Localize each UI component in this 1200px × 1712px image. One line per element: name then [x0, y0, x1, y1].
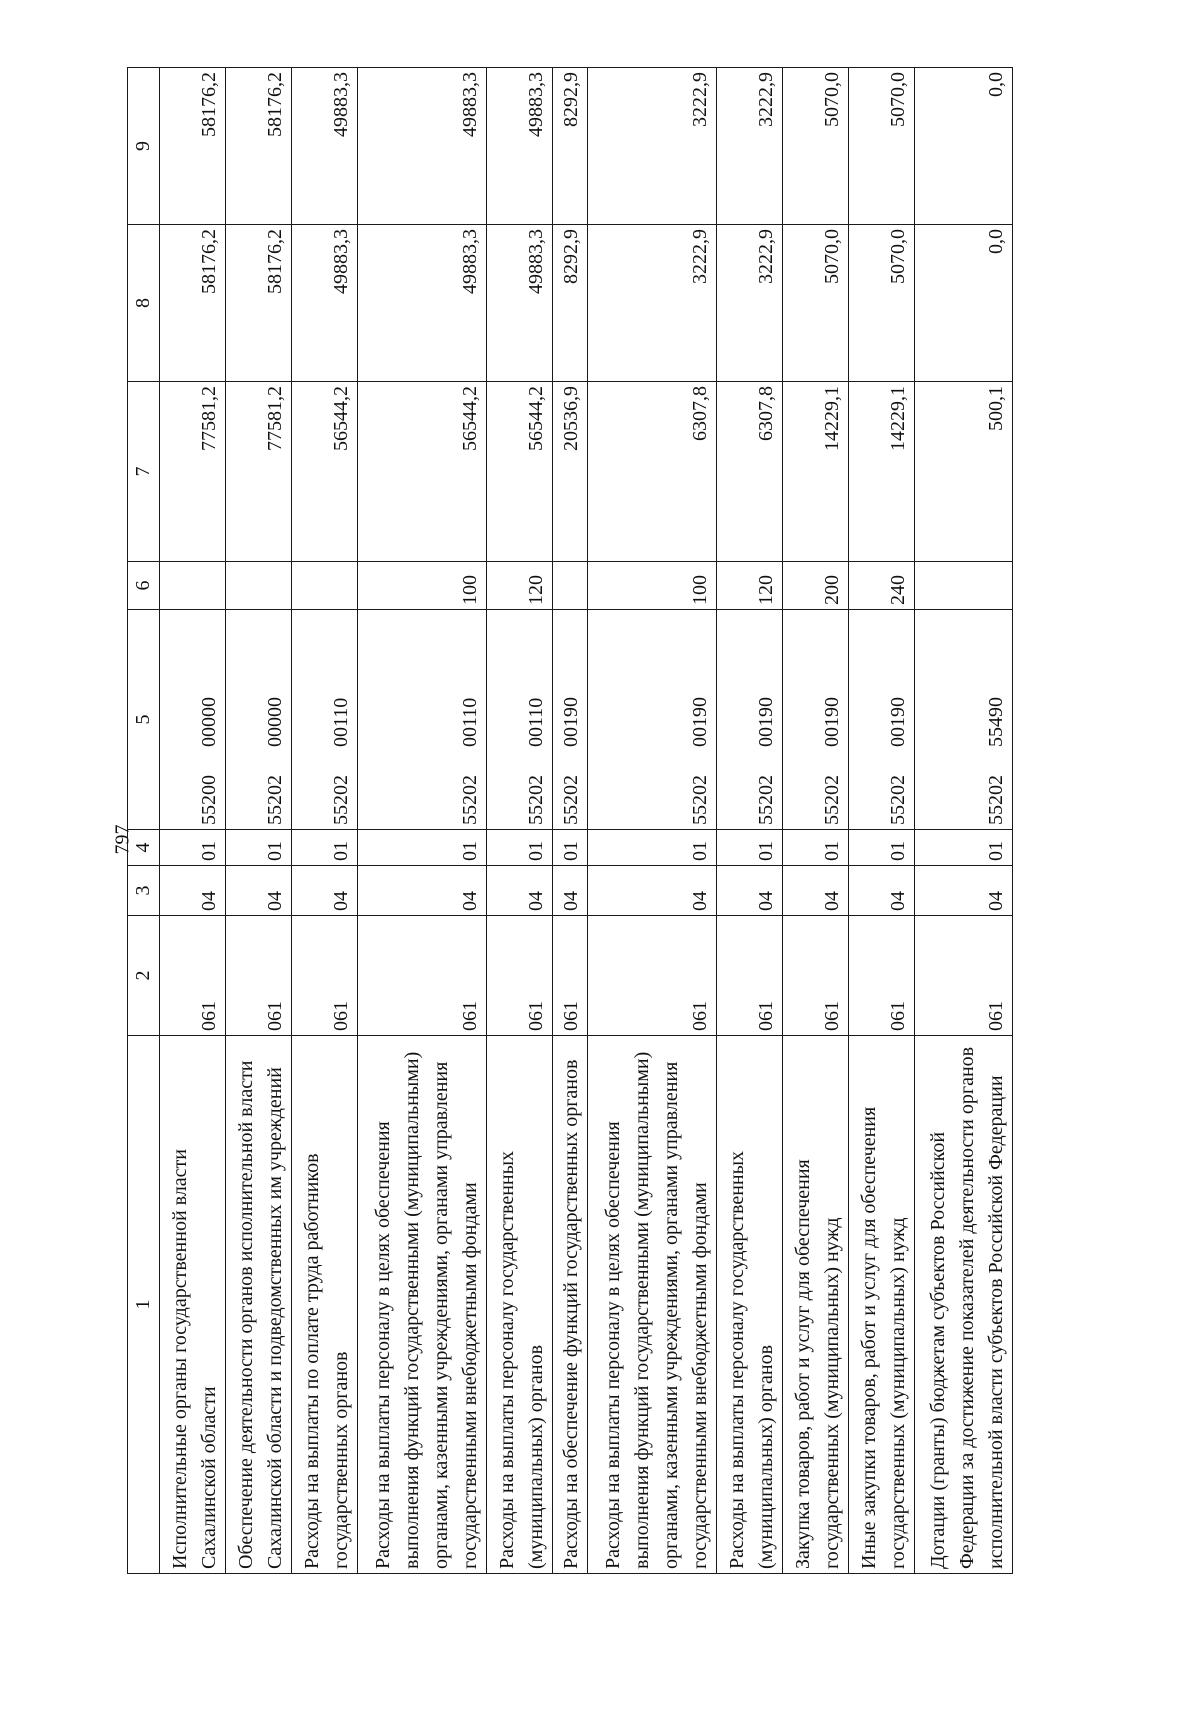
- row-name: Расходы на обеспечение функций государственных органов: [553, 1036, 588, 1574]
- cell-col4: 01: [487, 830, 553, 866]
- cell-col8: 58176,2: [160, 225, 226, 382]
- cell-col5-part-a: 55202: [887, 775, 910, 825]
- cell-col6: 100: [588, 562, 717, 610]
- cell-col6: [292, 562, 358, 610]
- cell-col7: 77581,2: [160, 382, 226, 562]
- page-number: 797: [111, 824, 134, 855]
- row-name: Расходы на выплаты по оплате труда работников государственных органов: [292, 1036, 358, 1574]
- row-name: Обеспечение деятельности органов исполнительной власти Сахалинской области и подведомственных им учреждений: [226, 1036, 292, 1574]
- cell-col9: 3222,9: [717, 68, 783, 225]
- row-name: Иные закупки товаров, работ и услуг для обеспечения государственных (муниципальных) нужд: [849, 1036, 915, 1574]
- cell-col8: 5070,0: [849, 225, 915, 382]
- cell-col3: 04: [588, 866, 717, 916]
- cell-col3: 04: [783, 866, 849, 916]
- cell-col9: 3222,9: [588, 68, 717, 225]
- row-name: Расходы на выплаты персоналу государственных (муниципальных) органов: [487, 1036, 553, 1574]
- cell-col5-part-a: 55202: [755, 775, 778, 825]
- cell-col3: 04: [915, 866, 1013, 916]
- cell-col8: 58176,2: [226, 225, 292, 382]
- cell-col3: 04: [553, 866, 588, 916]
- cell-col7: 500,1: [915, 382, 1013, 562]
- table-row: [783, 68, 849, 1574]
- cell-col4: 01: [553, 830, 588, 866]
- cell-col7: 6307,8: [717, 382, 783, 562]
- cell-col2: 061: [717, 916, 783, 1036]
- cell-col5-part-b: 00190: [887, 697, 910, 747]
- cell-col5: [915, 610, 1013, 830]
- cell-col6: 240: [849, 562, 915, 610]
- column-header-9: 9: [128, 68, 160, 225]
- cell-col4: 01: [717, 830, 783, 866]
- cell-col2: 061: [849, 916, 915, 1036]
- cell-col6: [553, 562, 588, 610]
- cell-col5-part-a: 55202: [264, 775, 287, 825]
- cell-col3: 04: [849, 866, 915, 916]
- cell-col7: 14229,1: [849, 382, 915, 562]
- cell-col2: 061: [358, 916, 487, 1036]
- cell-col5-part-a: 55202: [821, 775, 844, 825]
- cell-col5: [226, 610, 292, 830]
- cell-col5-part-b: 00190: [821, 697, 844, 747]
- cell-col4: 01: [226, 830, 292, 866]
- column-header-3: 3: [128, 866, 160, 916]
- cell-col2: 061: [160, 916, 226, 1036]
- cell-col7: 77581,2: [226, 382, 292, 562]
- cell-col3: 04: [717, 866, 783, 916]
- cell-col5-part-b: 00000: [264, 697, 287, 747]
- cell-col3: 04: [160, 866, 226, 916]
- table-row: [358, 68, 487, 1574]
- cell-col5-part-a: 55202: [560, 775, 583, 825]
- cell-col6: [226, 562, 292, 610]
- cell-col2: 061: [553, 916, 588, 1036]
- table-body: [160, 68, 1013, 1574]
- cell-col5-part-a: 55202: [459, 775, 482, 825]
- cell-col7: 56544,2: [292, 382, 358, 562]
- table-row: [553, 68, 588, 1574]
- cell-col4: 01: [292, 830, 358, 866]
- cell-col7: 6307,8: [588, 382, 717, 562]
- cell-col8: 3222,9: [588, 225, 717, 382]
- cell-col5-part-b: 00110: [330, 697, 353, 747]
- cell-col9: 49883,3: [292, 68, 358, 225]
- cell-col2: 061: [588, 916, 717, 1036]
- cell-col8: 49883,3: [487, 225, 553, 382]
- cell-col4: 01: [588, 830, 717, 866]
- cell-col9: 49883,3: [487, 68, 553, 225]
- cell-col5-part-a: 55202: [330, 775, 353, 825]
- cell-col5: [588, 610, 717, 830]
- cell-col2: 061: [487, 916, 553, 1036]
- column-header-8: 8: [128, 225, 160, 382]
- cell-col9: 49883,3: [358, 68, 487, 225]
- row-name: Дотации (гранты) бюджетам субъектов Российской Федерации за достижение показателей деятельности органов исполнительной власти субъектов Российской Федерации: [915, 1036, 1013, 1574]
- cell-col2: 061: [292, 916, 358, 1036]
- cell-col6: 120: [487, 562, 553, 610]
- row-name: Расходы на выплаты персоналу государственных (муниципальных) органов: [717, 1036, 783, 1574]
- cell-col5: [553, 610, 588, 830]
- column-header-4: 4: [128, 830, 160, 866]
- cell-col9: 58176,2: [160, 68, 226, 225]
- cell-col2: 061: [226, 916, 292, 1036]
- cell-col5-part-b: 00190: [560, 697, 583, 747]
- cell-col4: 01: [783, 830, 849, 866]
- row-name: Расходы на выплаты персоналу в целях обеспечения выполнения функций государственными (муниципальными) органами, казенными учреждениями, органами управления государственными внебюджетными фондами: [358, 1036, 487, 1574]
- cell-col6: 120: [717, 562, 783, 610]
- cell-col4: 01: [358, 830, 487, 866]
- cell-col4: 01: [915, 830, 1013, 866]
- table-row: [849, 68, 915, 1574]
- table-row: [588, 68, 717, 1574]
- table-row: [717, 68, 783, 1574]
- cell-col7: 56544,2: [487, 382, 553, 562]
- cell-col4: 01: [160, 830, 226, 866]
- table-row: [292, 68, 358, 1574]
- cell-col5-part-b: 00000: [198, 697, 221, 747]
- table-row: [915, 68, 1013, 1574]
- cell-col9: 58176,2: [226, 68, 292, 225]
- column-header-2: 2: [128, 916, 160, 1036]
- row-name: Исполнительные органы государственной власти Сахалинской области: [160, 1036, 226, 1574]
- cell-col9: 5070,0: [849, 68, 915, 225]
- cell-col8: 3222,9: [717, 225, 783, 382]
- table-row: [487, 68, 553, 1574]
- cell-col8: 49883,3: [292, 225, 358, 382]
- cell-col5: [358, 610, 487, 830]
- cell-col5-part-b: 00110: [459, 697, 482, 747]
- cell-col8: 0,0: [915, 225, 1013, 382]
- cell-col3: 04: [292, 866, 358, 916]
- rotated-table-block: [127, 68, 1013, 1574]
- cell-col5-part-b: 00110: [525, 697, 548, 747]
- cell-col2: 061: [915, 916, 1013, 1036]
- cell-col5: [849, 610, 915, 830]
- cell-col8: 5070,0: [783, 225, 849, 382]
- cell-col3: 04: [226, 866, 292, 916]
- cell-col5: [487, 610, 553, 830]
- cell-col7: 20536,9: [553, 382, 588, 562]
- cell-col5: [783, 610, 849, 830]
- column-header-7: 7: [128, 382, 160, 562]
- cell-col5: [160, 610, 226, 830]
- cell-col6: 100: [358, 562, 487, 610]
- cell-col9: 8292,9: [553, 68, 588, 225]
- cell-col4: 01: [849, 830, 915, 866]
- cell-col2: 061: [783, 916, 849, 1036]
- cell-col7: 14229,1: [783, 382, 849, 562]
- cell-col7: 56544,2: [358, 382, 487, 562]
- cell-col8: 49883,3: [358, 225, 487, 382]
- column-header-1: 1: [128, 1036, 160, 1574]
- table-row: [160, 68, 226, 1574]
- budget-table: [127, 67, 1013, 1574]
- cell-col5: [717, 610, 783, 830]
- row-name: Закупка товаров, работ и услуг для обеспечения государственных (муниципальных) нужд: [783, 1036, 849, 1574]
- cell-col5-part-a: 55202: [985, 775, 1007, 825]
- cell-col5-part-b: 00190: [689, 697, 712, 747]
- cell-col6: 200: [783, 562, 849, 610]
- cell-col6: [160, 562, 226, 610]
- cell-col3: 04: [487, 866, 553, 916]
- cell-col6: [915, 562, 1013, 610]
- row-name: Расходы на выплаты персоналу в целях обеспечения выполнения функций государственными (муниципальными) органами, казенными учреждениями, органами управления государственными внебюджетными фондами: [588, 1036, 717, 1574]
- cell-col3: 04: [358, 866, 487, 916]
- cell-col5-part-a: 55202: [689, 775, 712, 825]
- cell-col5-part-a: 55202: [525, 775, 548, 825]
- cell-col5-part-b: 55490: [985, 697, 1007, 747]
- cell-col5: [292, 610, 358, 830]
- cell-col9: 5070,0: [783, 68, 849, 225]
- cell-col5-part-b: 00190: [755, 697, 778, 747]
- column-header-5: 5: [128, 610, 160, 830]
- column-header-6: 6: [128, 562, 160, 610]
- column-number-row: [128, 68, 160, 1574]
- cell-col9: 0,0: [915, 68, 1013, 225]
- table-row: [226, 68, 292, 1574]
- cell-col8: 8292,9: [553, 225, 588, 382]
- cell-col5-part-a: 55200: [198, 775, 221, 825]
